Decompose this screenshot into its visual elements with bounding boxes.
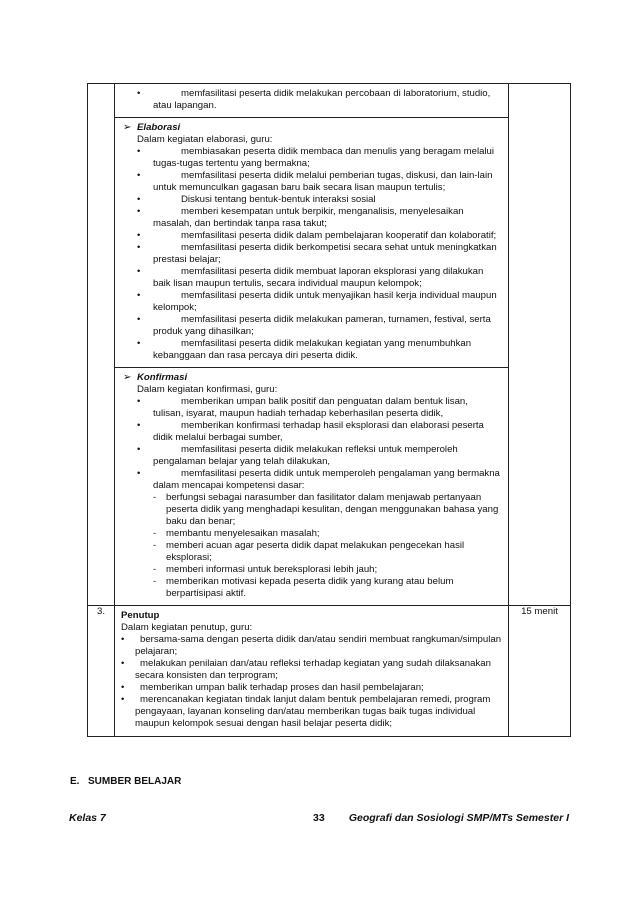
elaborasi-intro: Dalam kegiatan elaborasi, guru: [137,134,273,145]
bullet-icon: • [137,242,141,253]
list-item: • Diskusi tentang bentuk-bentuk interaksi sosial [137,194,376,205]
list-item: • memfasilitasi peserta didik untuk menyajikan hasil kerja individual maupun kelompok; [137,290,497,313]
top-bullet-list [123,88,500,112]
list-item: • memberikan umpan balik positif dan penguatan dalam bentuk lisan, tulisan, isyarat, maupun hadiah terhadap keberhasilan peserta didik, [137,396,468,419]
number-cell-empty [88,84,115,606]
row-number: 3. [88,606,115,737]
list-item: • memfasilitasi peserta didik melakukan refleksi untuk memperoleh pengalaman belajar yang telah dilakukan, [137,444,458,467]
list-item: - berfungsi sebagai narasumber dan fasilitator dalam menjawab pertanyaan peserta didik yang menghadapi kesulitan, dengan menggunakan bahasa yang baku dan benar; [153,492,499,527]
dash-bullet: - [153,564,157,575]
list-item: • memberi kesempatan untuk berpikir, menganalisis, menyelesaikan masalah, dan bertindak tanpa rasa takut; [137,206,464,229]
bullet-icon: • [137,314,141,325]
konfirmasi-section [115,367,508,605]
penutup-intro: Dalam kegiatan penutup, guru: [121,622,253,633]
top-continuation [115,84,508,117]
dash-bullet: - [153,576,157,587]
bullet-icon: • [137,170,141,181]
table-row [88,606,571,737]
section-heading-sumber-belajar [70,776,181,787]
bullet-icon: • [137,266,141,277]
bullet-icon: • [121,634,125,645]
bullet-icon: • [137,338,141,349]
bullet-icon: • [121,682,125,693]
bullet-icon: • [137,88,141,99]
section-title: SUMBER BELAJAR [88,776,182,787]
list-item: • memberikan konfirmasi terhadap hasil eksplorasi dan elaborasi peserta didik melalui berbagai sumber, [137,420,484,443]
list-item: • merencanakan kegiatan tindak lanjut dalam bentuk pembelajaran remedi, program pengayaan, layanan konseling dan/atau memberikan tugas baik tugas individual maupun kelompok sesuai dengan hasil belajar peserta didik; [121,694,491,729]
list-item: • memfasilitasi peserta didik untuk memperoleh pengalaman yang bermakna dalam mencapai kompetensi dasar: [137,468,500,491]
penutup-list [121,634,502,730]
penutup-section [115,606,508,736]
table-row [88,84,571,606]
time-cell-empty [509,84,571,606]
bullet-icon: • [121,658,125,669]
dash-bullet: - [153,492,157,503]
bullet-icon: • [137,396,141,407]
bullet-icon: • [137,230,141,241]
elaborasi-heading: ➢ Elaborasi [123,122,181,133]
list-item: • melakukan penilaian dan/atau refleksi terhadap kegiatan yang sudah dilaksanakan secara konsisten dan terprogram; [121,658,491,681]
bullet-icon: • [121,694,125,705]
dash-bullet: - [153,528,157,539]
list-item: - memberi informasi untuk bereksplorasi lebih jauh; [153,564,378,575]
footer-book-title: Geografi dan Sosiologi SMP/MTs Semester I [348,812,569,824]
konfirmasi-intro: Dalam kegiatan konfirmasi, guru: [137,384,278,395]
list-item: • bersama-sama dengan peserta didik dan/atau sendiri membuat rangkuman/simpulan pelajaran; [121,634,502,657]
dash-bullet: - [153,540,157,551]
arrow-bullet-icon: ➢ [123,372,132,383]
activity-cell-core [115,84,509,606]
list-item: • memberikan umpan balik terhadap proses dan hasil pembelajaran; [121,682,424,693]
activity-cell-penutup [115,606,509,737]
konfirmasi-sublist [123,492,500,600]
section-label: E. [70,776,80,787]
list-item: • membiasakan peserta didik membaca dan menulis yang beragam melalui tugas-tugas tertentu yang bermakna; [137,146,495,169]
list-item: - membantu menyelesaikan masalah; [153,528,320,539]
bullet-icon: • [137,468,141,479]
penutup-heading: Penutup [121,610,160,621]
activity-table [87,83,571,737]
list-item: - memberi acuan agar peserta didik dapat melakukan pengecekan hasil eksplorasi; [153,540,465,563]
konfirmasi-heading: ➢ Konfirmasi [123,372,188,383]
list-item: • memfasilitasi peserta didik berkompetisi secara sehat untuk meningkatkan prestasi belajar; [137,242,497,265]
bullet-icon: • [137,290,141,301]
bullet-icon: • [137,420,141,431]
footer-class-label: Kelas 7 [69,812,106,824]
bullet-icon: • [137,444,141,455]
page-footer [69,812,569,828]
bullet-icon: • [137,194,141,205]
bullet-icon: • [137,146,141,157]
list-item: • memfasilitasi peserta didik melakukan pameran, turnamen, festival, serta produk yang dihasilkan; [137,314,491,337]
list-item: • memfasilitasi peserta didik melakukan kegiatan yang menumbuhkan kebanggaan dan rasa percaya diri peserta didik. [137,338,472,361]
duration-label: 15 menit [509,606,571,737]
list-item: • memfasilitasi peserta didik dalam pembelajaran kooperatif dan kolaboratif; [137,230,497,241]
list-item: • memfasilitasi peserta didik membuat laporan eksplorasi yang dilakukan baik lisan maupun tertulis, secara individual maupun kelompok; [137,266,484,289]
elaborasi-section [115,117,508,367]
list-item: - memberikan motivasi kepada peserta didik yang kurang atau belum berpartisipasi aktif. [153,576,454,599]
konfirmasi-list [123,396,500,492]
elaborasi-list [123,146,500,362]
arrow-bullet-icon: ➢ [123,122,132,133]
bullet-icon: • [137,206,141,217]
list-item: • memfasilitasi peserta didik melakukan percobaan di laboratorium, studio, atau lapangan. [137,88,491,111]
list-item: • memfasilitasi peserta didik melalui pemberian tugas, diskusi, dan lain-lain untuk memunculkan gagasan baru baik secara lisan maupun tertulis; [137,170,493,193]
page-number: 33 [313,812,325,824]
